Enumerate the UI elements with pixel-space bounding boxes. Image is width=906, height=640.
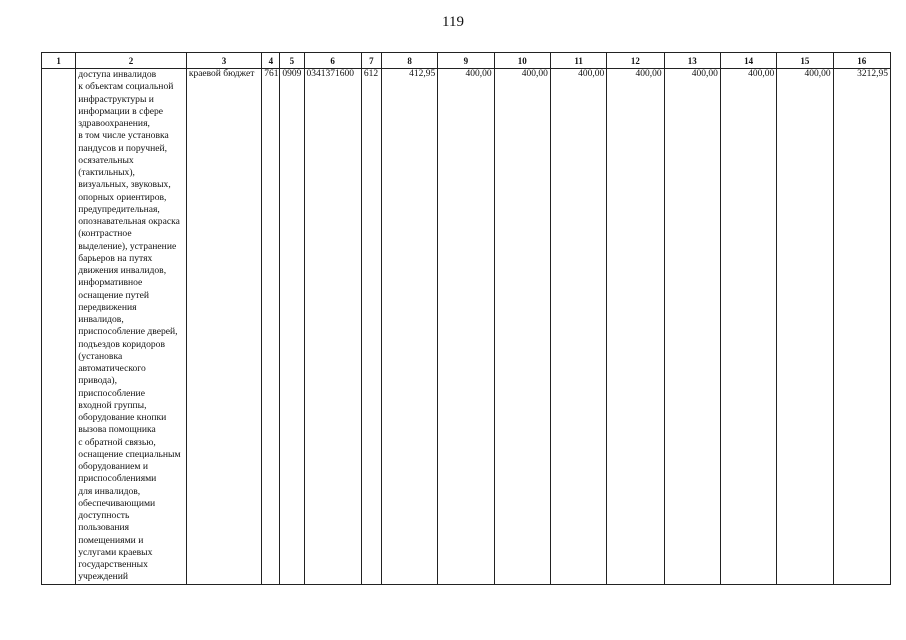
row-number-cell xyxy=(42,69,76,585)
column-header: 15 xyxy=(777,53,833,69)
budget-table xyxy=(41,52,891,585)
column-header: 5 xyxy=(280,53,304,69)
column-header: 8 xyxy=(381,53,437,69)
column-header: 2 xyxy=(76,53,187,69)
column-header: 16 xyxy=(833,53,890,69)
code-cell: 0909 xyxy=(280,69,304,585)
column-header: 9 xyxy=(438,53,494,69)
column-header: 6 xyxy=(304,53,361,69)
column-header: 3 xyxy=(186,53,261,69)
value-cell: 412,95 xyxy=(381,69,437,585)
value-cell: 400,00 xyxy=(720,69,776,585)
column-header: 7 xyxy=(361,53,381,69)
value-cell: 400,00 xyxy=(777,69,833,585)
value-cell: 400,00 xyxy=(438,69,494,585)
column-header: 13 xyxy=(664,53,720,69)
column-header: 10 xyxy=(494,53,550,69)
column-header: 11 xyxy=(550,53,606,69)
total-cell: 3212,95 xyxy=(833,69,890,585)
column-header: 14 xyxy=(720,53,776,69)
page-number: 119 xyxy=(442,14,464,30)
code-cell: 612 xyxy=(361,69,381,585)
table-row xyxy=(42,69,891,585)
code-cell: 0341371600 xyxy=(304,69,361,585)
code-cell: 761 xyxy=(262,69,280,585)
value-cell: 400,00 xyxy=(664,69,720,585)
value-cell: 400,00 xyxy=(494,69,550,585)
description-cell: доступа инвалидов к объектам социальной инфраструктуры и информации в сфере здравоохранения, в том числе установка пандусов и поручней, осязательных (тактильных), визуальных, звуковых, опорных ориентиров, предупредительная, опознавательная окраска (контрастное выделение), устранение барьеров на путях движения инвалидов, информативное оснащение путей передвижения инвалидов, приспособление дверей, подъездов коридоров (установка автоматического привода), приспособление входной группы, оборудование кнопки вызова помощника с обратной связью, оснащение специальным оборудованием и приспособлениями для инвалидов, обеспечивающими доступность пользования помещениями и услугами краевых государственных учреждений xyxy=(76,69,187,585)
column-header: 1 xyxy=(42,53,76,69)
column-header: 12 xyxy=(607,53,664,69)
header-row xyxy=(42,53,891,69)
value-cell: 400,00 xyxy=(550,69,606,585)
value-cell: 400,00 xyxy=(607,69,664,585)
column-header: 4 xyxy=(262,53,280,69)
funding-source-cell: краевой бюджет xyxy=(186,69,261,585)
